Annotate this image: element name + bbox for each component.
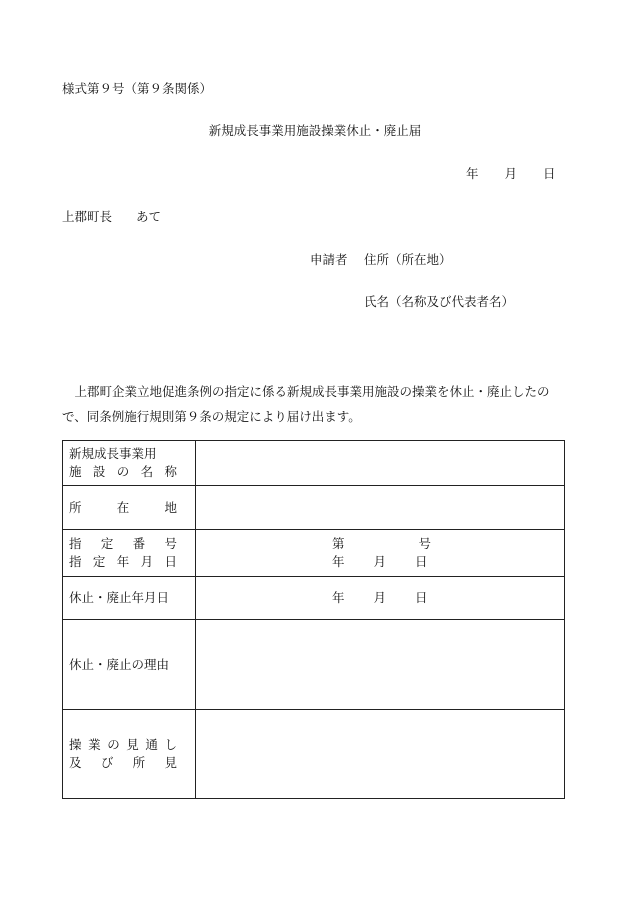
form-number: 様式第９号（第９条関係） bbox=[62, 81, 213, 96]
facility-name-value[interactable] bbox=[196, 441, 565, 486]
row-designation bbox=[63, 530, 565, 577]
suspension-date-value[interactable]: 年 月 日 bbox=[196, 577, 565, 620]
submission-date bbox=[466, 168, 556, 181]
row-location bbox=[63, 486, 565, 530]
suspension-date-label: 休止・廃止年月日 bbox=[63, 577, 196, 620]
designation-date-value: 年 月 日 bbox=[332, 554, 428, 569]
outlook-value[interactable] bbox=[196, 710, 565, 799]
addressee bbox=[62, 211, 161, 224]
designation-date-label: 指 定 年 月 日 bbox=[69, 554, 177, 569]
row-suspension-date bbox=[63, 577, 565, 620]
designation-number-label: 指 定 番 号 bbox=[69, 536, 177, 551]
notification-table bbox=[62, 440, 565, 799]
document-title: 新規成長事業用施設操業休止・廃止届 bbox=[208, 123, 422, 138]
designation-value[interactable] bbox=[196, 530, 565, 577]
row-facility-name bbox=[63, 441, 565, 486]
outlook-label: 操 業 の 見 通 し 及 び 所 見 bbox=[63, 710, 196, 799]
year-label: 年 bbox=[466, 166, 479, 181]
month-label: 月 bbox=[504, 166, 518, 181]
day-label: 日 bbox=[543, 166, 556, 181]
facility-name-label-line1: 新規成長事業用 bbox=[69, 446, 157, 461]
addressee-suffix: あて bbox=[136, 209, 162, 224]
applicant-label: 申請者 bbox=[310, 252, 348, 267]
reason-value[interactable] bbox=[196, 620, 565, 710]
row-outlook bbox=[63, 710, 565, 799]
applicant-name-label: 氏名（名称及び代表者名） bbox=[364, 294, 515, 309]
designation-label bbox=[63, 530, 196, 577]
addressee-name: 上郡町長 bbox=[62, 209, 113, 224]
applicant-address-label: 住所（所在地） bbox=[364, 252, 452, 267]
notification-body: 上郡町企業立地促進条例の指定に係る新規成長事業用施設の操業を休止・廃止したので、同条例施行規則第９条の規定により届け出ます。 bbox=[62, 384, 550, 424]
facility-name-label-line2: 施 設 の 名 称 bbox=[69, 464, 177, 479]
facility-name-label bbox=[63, 441, 196, 486]
location-value[interactable] bbox=[196, 486, 565, 530]
reason-label: 休止・廃止の理由 bbox=[63, 620, 196, 710]
location-label: 所 在 地 bbox=[63, 486, 196, 530]
designation-number-value: 第 号 bbox=[332, 536, 432, 551]
row-reason bbox=[63, 620, 565, 710]
